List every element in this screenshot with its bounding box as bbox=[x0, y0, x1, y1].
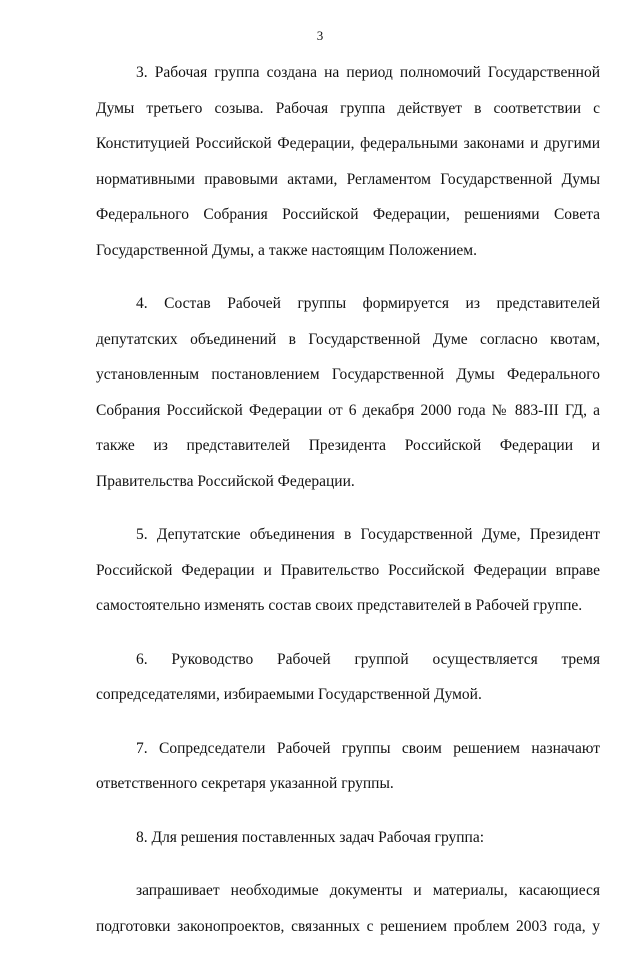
paragraph-4: 4. Состав Рабочей группы формируется из представителей депутатских объединений в Государственной Думе согласно квотам, установленным постановлением Государственной Думы Федерального Собрания Российской Федерации от 6 декабря 2000 года № 883-III ГД, а также из представителей Президента Российской Федерации и Правительства Российской Федерации. bbox=[96, 295, 600, 490]
document-body bbox=[96, 55, 600, 962]
paragraph-8-item-request-documents: запрашивает необходимые документы и материалы, касающиеся подготовки законопроектов, связанных с решением проблем 2003 года, у bbox=[96, 882, 600, 935]
paragraph-5: 5. Депутатские объединения в Государственной Думе, Президент Российской Федерации и Правительство Российской Федерации вправе самостоятельно изменять состав своих представителей в Рабочей группе. bbox=[96, 526, 600, 614]
paragraph-6: 6. Руководство Рабочей группой осуществляется тремя сопредседателями, избираемыми Государственной Думой. bbox=[96, 650, 600, 703]
paragraph-3: 3. Рабочая группа создана на период полномочий Государственной Думы третьего созыва. Рабочая группа действует в соответствии с Конституцией Российской Федерации, федеральными законами и другими нормативными правовыми актами, Регламентом Государственной Думы Федерального Собрания Российской Федерации, решениями Совета Государственной Думы, а также настоящим Положением. bbox=[96, 64, 600, 259]
page-number: 3 bbox=[316, 28, 324, 43]
paragraph-8: 8. Для решения поставленных задач Рабочая группа: bbox=[136, 828, 485, 846]
paragraph-7: 7. Сопредседатели Рабочей группы своим решением назначают ответственного секретаря указанной группы. bbox=[96, 739, 600, 792]
